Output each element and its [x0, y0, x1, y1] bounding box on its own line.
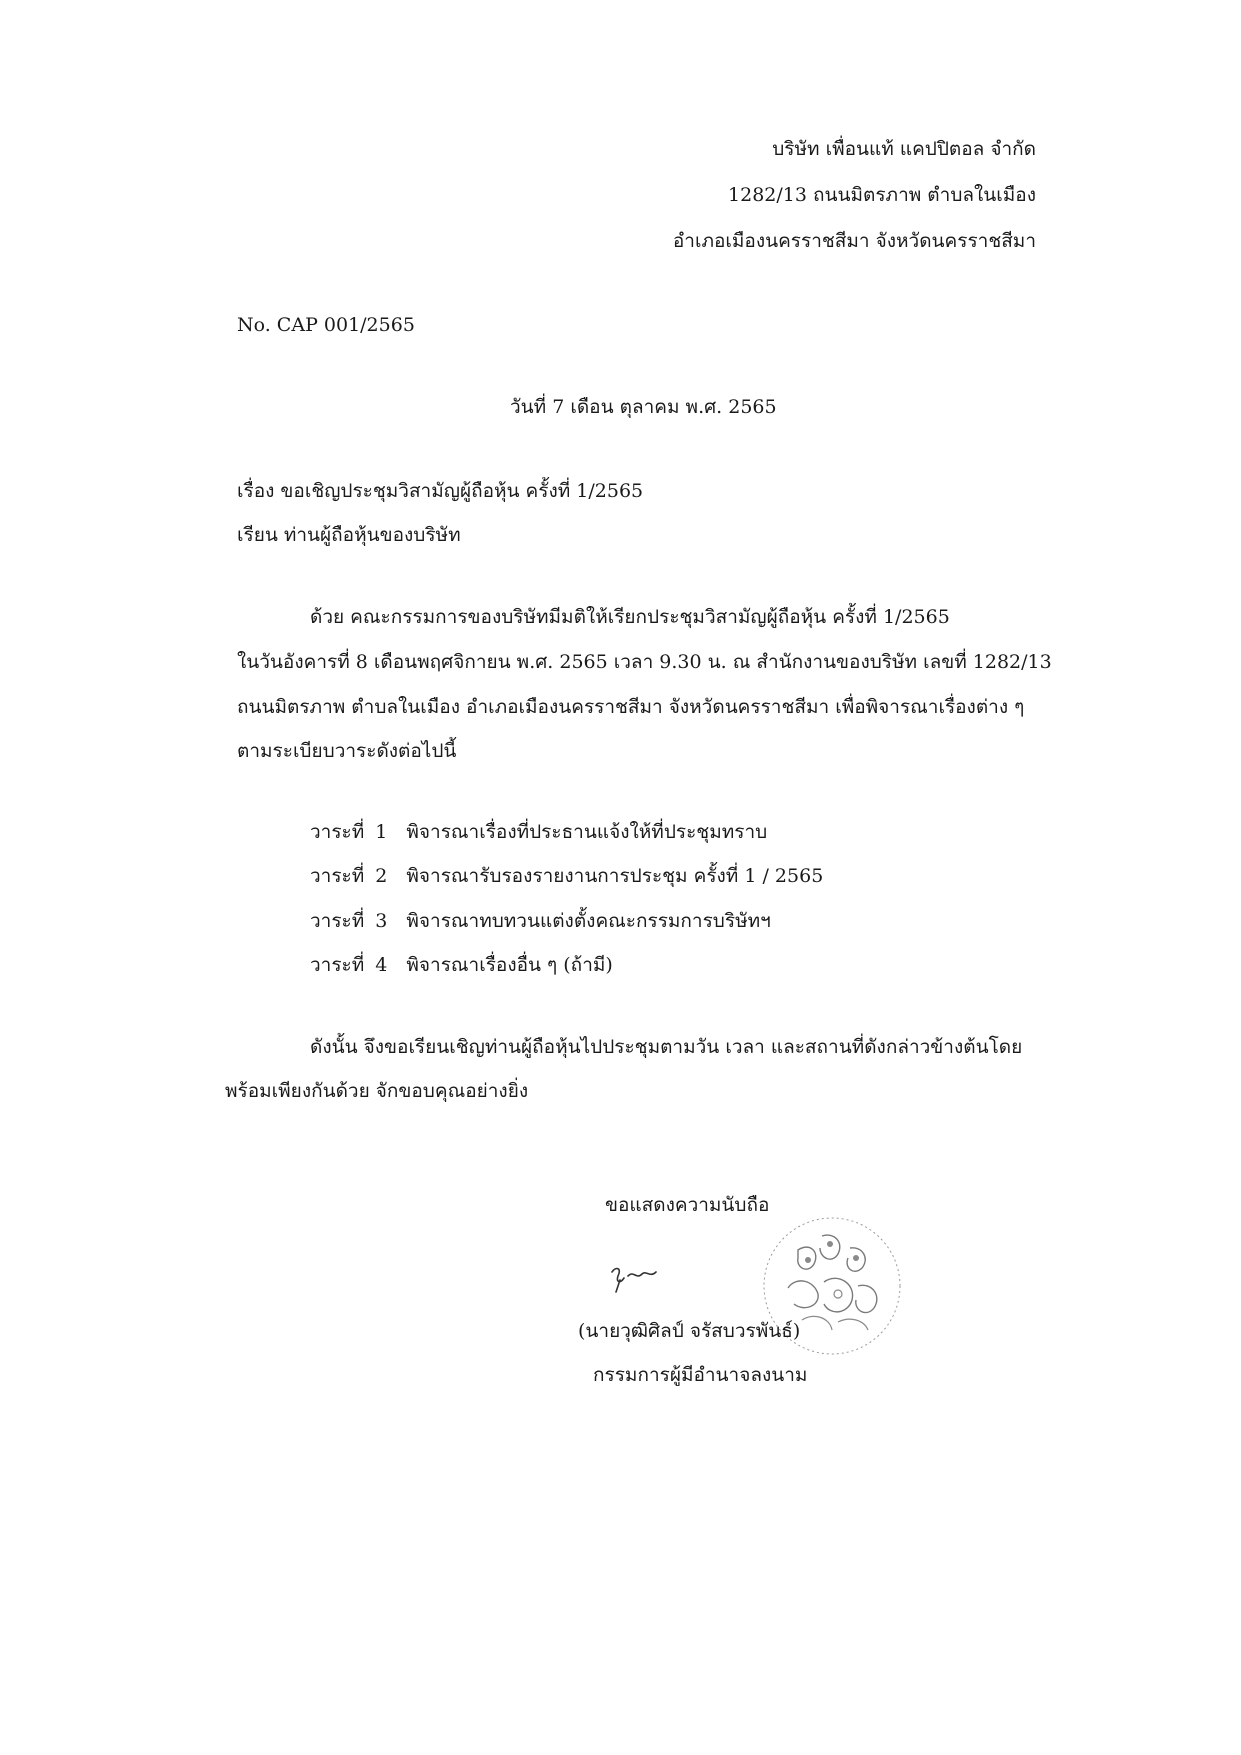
body-line-2: ในวันอังคารที่ 8 เดือนพฤศจิกายน พ.ศ. 2565 เวลา 9.30 น. ณ สำนักงานของบริษัท เลขที่ 1282/13	[237, 651, 1052, 673]
agenda-text: พิจารณารับรองรายงานการประชุม ครั้งที่ 1 / 2565	[406, 865, 824, 887]
agenda-item	[310, 819, 767, 845]
document-number: No. CAP 001/2565	[237, 314, 415, 336]
letter-date: วันที่ 7 เดือน ตุลาคม พ.ศ. 2565	[510, 396, 777, 418]
signatory-name: (นายวุฒิศิลป์ จรัสบวรพันธ์)	[578, 1320, 801, 1342]
agenda-item	[310, 952, 613, 978]
closing-line-1: ดังนั้น จึงขอเรียนเชิญท่านผู้ถือหุ้นไปประชุมตามวัน เวลา และสถานที่ดังกล่าวข้างต้นโดย	[310, 1036, 1023, 1058]
agenda-text: พิจารณาเรื่องที่ประธานแจ้งให้ที่ประชุมทราบ	[406, 821, 768, 843]
agenda-label: วาระที่	[310, 954, 365, 976]
company-address-line1: 1282/13 ถนนมิตรภาพ ตำบลในเมือง	[728, 184, 1036, 206]
letter-subject: เรื่อง ขอเชิญประชุมวิสามัญผู้ถือหุ้น ครั้งที่ 1/2565	[237, 480, 644, 502]
signatory-title: กรรมการผู้มีอำนาจลงนาม	[593, 1364, 808, 1386]
agenda-text: พิจารณาทบทวนแต่งตั้งคณะกรรมการบริษัทฯ	[406, 910, 771, 932]
agenda-item	[310, 863, 823, 889]
closing-line-2: พร้อมเพียงกันด้วย จักขอบคุณอย่างยิ่ง	[225, 1080, 529, 1102]
body-line-3: ถนนมิตรภาพ ตำบลในเมือง อำเภอเมืองนครราชสีมา จังหวัดนครราชสีมา เพื่อพิจารณาเรื่องต่าง ๆ	[237, 696, 1025, 718]
agenda-item	[310, 908, 771, 934]
handwritten-signature-icon	[606, 1258, 696, 1298]
agenda-label: วาระที่	[310, 821, 365, 843]
body-line-4: ตามระเบียบวาระดังต่อไปนี้	[237, 740, 457, 762]
agenda-number: 1	[375, 821, 388, 843]
regards-text: ขอแสดงความนับถือ	[605, 1194, 770, 1216]
body-line-1: ด้วย คณะกรรมการของบริษัทมีมติให้เรียกประชุมวิสามัญผู้ถือหุ้น ครั้งที่ 1/2565	[310, 606, 950, 628]
letter-recipient: เรียน ท่านผู้ถือหุ้นของบริษัท	[237, 524, 461, 546]
agenda-label: วาระที่	[310, 865, 365, 887]
agenda-number: 3	[375, 910, 388, 932]
agenda-text: พิจารณาเรื่องอื่น ๆ (ถ้ามี)	[406, 954, 613, 976]
company-address-line2: อำเภอเมืองนครราชสีมา จังหวัดนครราชสีมา	[672, 230, 1036, 252]
agenda-number: 2	[375, 865, 388, 887]
company-name: บริษัท เพื่อนแท้ แคปปิตอล จำกัด	[772, 138, 1036, 160]
agenda-number: 4	[375, 954, 388, 976]
agenda-label: วาระที่	[310, 910, 365, 932]
